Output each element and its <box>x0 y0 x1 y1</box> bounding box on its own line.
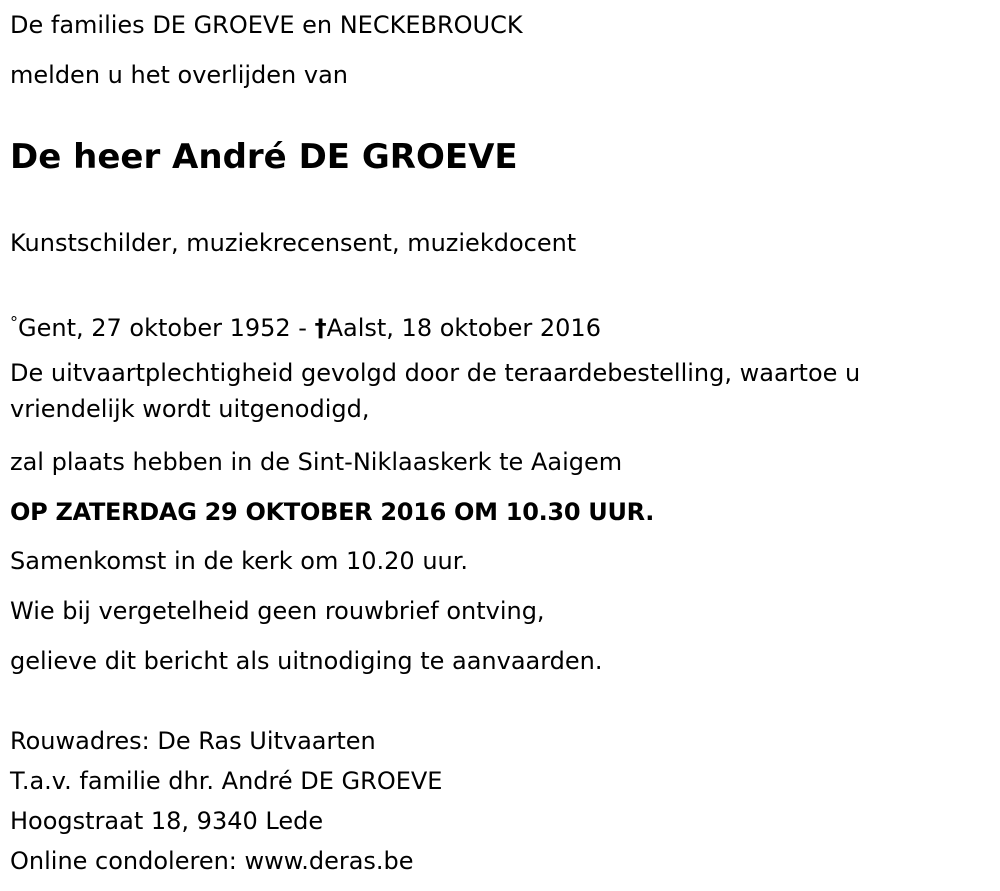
service-date: OP ZATERDAG 29 OKTOBER 2016 OM 10.30 UUR. <box>10 498 655 526</box>
location-line: zal plaats hebben in de Sint-Niklaaskerk te Aaigem <box>10 448 623 476</box>
life-dates <box>10 308 601 343</box>
birth-info: Gent, 27 oktober 1952 - <box>18 314 315 342</box>
birth-symbol: ° <box>10 313 18 332</box>
online-condolence: Online condoleren: www.deras.be <box>10 847 414 875</box>
intro-line: melden u het overlijden van <box>10 61 348 89</box>
death-cross-icon: † <box>314 314 327 342</box>
death-info: Aalst, 18 oktober 2016 <box>326 314 601 342</box>
occupation: Kunstschilder, muziekrecensent, muziekdocent <box>10 229 577 257</box>
families-line: De families DE GROEVE en NECKEBROUCK <box>10 11 523 39</box>
ceremony-line: De uitvaartplechtigheid gevolgd door de teraardebestelling, waartoe u vriendelijk wordt uitgenodigd, <box>10 359 861 423</box>
address-label: Rouwadres: De Ras Uitvaarten <box>10 727 376 755</box>
deceased-name: De heer André DE GROEVE <box>10 137 518 177</box>
notice-line-1: Wie bij vergetelheid geen rouwbrief ontving, <box>10 597 545 625</box>
attention-line: T.a.v. familie dhr. André DE GROEVE <box>10 767 443 795</box>
notice-line-2: gelieve dit bericht als uitnodiging te aanvaarden. <box>10 647 603 675</box>
gathering-line: Samenkomst in de kerk om 10.20 uur. <box>10 547 469 575</box>
street-address: Hoogstraat 18, 9340 Lede <box>10 807 324 835</box>
